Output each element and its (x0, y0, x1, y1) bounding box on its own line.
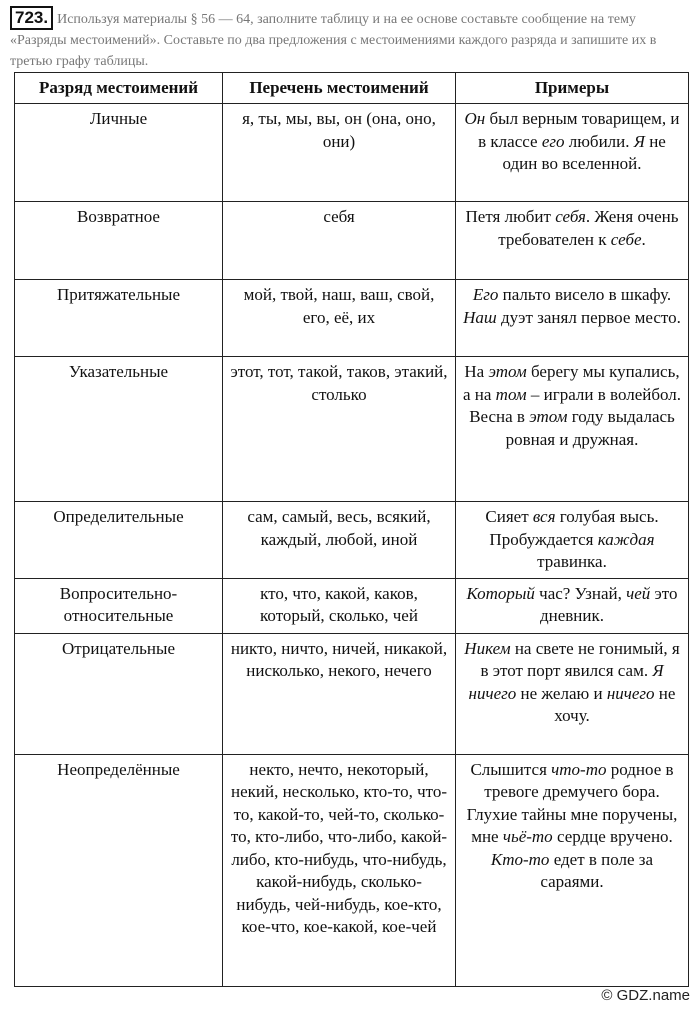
example-pronoun: Никем (464, 638, 511, 658)
example-pronoun: том (495, 384, 527, 404)
list-cell: этот, тот, такой, таков, этакий, столько (223, 357, 456, 502)
category-cell: Возвратное (15, 202, 223, 280)
example-text: голубая высь. Пробуждается (489, 507, 659, 549)
table-row (15, 578, 689, 633)
table-row (15, 104, 689, 202)
example-text: не желаю и (516, 683, 607, 703)
table-row (15, 357, 689, 502)
example-pronoun: каждая (597, 529, 655, 549)
example-text: час? Узнай, (534, 583, 627, 603)
example-cell (456, 754, 689, 986)
example-pronoun: этом (488, 362, 527, 381)
list-cell: мой, твой, наш, ваш, свой, его, её, их (223, 280, 456, 357)
example-cell (456, 280, 689, 357)
list-cell: я, ты, мы, вы, он (она, оно, они) (223, 104, 456, 202)
example-text: . (641, 229, 646, 249)
exercise-text: Используя материалы § 56 — 64, заполните таблицу и на ее основе составьте сообщение на тему «Разряды местоимений». Составьте по два предложения с местоимениями каждого разряда и запишите их в третью графу таблицы. (10, 12, 657, 69)
example-text: берегу мы купались, а на (462, 362, 680, 404)
category-cell: Неопределённые (15, 754, 223, 986)
list-cell: кто, что, какой, каков, который, сколько, чей (223, 578, 456, 633)
example-pronoun: Наш (463, 307, 497, 327)
example-text: Петя любит (465, 207, 556, 226)
example-text: не один во вселенной. (502, 131, 666, 173)
example-text: на свете не гонимый, я в этот порт явился сам. (480, 638, 680, 680)
list-cell: сам, самый, весь, всякий, каждый, любой, иной (223, 502, 456, 579)
category-cell: Указательные (15, 357, 223, 502)
category-cell: Определительные (15, 502, 223, 579)
example-cell (456, 202, 689, 280)
list-cell: никто, ничто, ничей, никакой, нисколько, некого, нечего (223, 633, 456, 754)
category-cell: Личные (15, 104, 223, 202)
example-cell (456, 633, 689, 754)
example-cell (456, 502, 689, 579)
example-cell (456, 357, 689, 502)
example-text: – играли в волейбол. Весна в (469, 384, 682, 426)
example-pronoun: Кто-то (490, 849, 550, 869)
table-header-row (15, 73, 689, 104)
table-row (15, 202, 689, 280)
example-text: любили. (564, 131, 634, 151)
exercise-header (10, 6, 695, 72)
example-pronoun: Я (652, 661, 664, 680)
example-cell (456, 578, 689, 633)
example-pronoun: Который (466, 583, 535, 603)
example-text: не хочу. (554, 683, 676, 725)
table-row (15, 280, 689, 357)
example-cell (456, 104, 689, 202)
example-pronoun: себя (555, 207, 586, 226)
example-pronoun: Он (464, 109, 486, 128)
header-list: Перечень местоимений (223, 73, 456, 104)
example-text: Слышится (470, 759, 552, 779)
header-examples: Примеры (456, 73, 689, 104)
list-cell: себя (223, 202, 456, 280)
example-pronoun: ничего (606, 683, 655, 703)
example-text: . Женя очень требователен к (498, 207, 679, 249)
example-text: году выдалась ровная и дружная. (505, 407, 675, 449)
example-pronoun: Его (472, 285, 499, 304)
table-row (15, 633, 689, 754)
example-pronoun: этом (529, 407, 568, 426)
example-text: это дневник. (539, 583, 678, 625)
header-category: Разряд местоимений (15, 73, 223, 104)
example-pronoun: Я (633, 131, 645, 151)
example-pronoun: себе (610, 229, 642, 249)
example-pronoun: что-то (551, 759, 607, 779)
example-text: Сияет (485, 507, 533, 526)
example-text: На (464, 362, 489, 381)
example-text: родное в тревоге дремучего бора. Глухие тайны мне поручены, мне (466, 759, 678, 846)
category-cell: Вопросительно-относительные (15, 578, 223, 633)
example-text: едет в поле за сараями. (540, 849, 654, 891)
pronoun-table (14, 72, 689, 987)
example-text: сердце вручено. (552, 827, 673, 846)
example-text: травинка. (537, 552, 607, 571)
example-text: пальто висело в шкафу. (498, 285, 672, 304)
example-text: был верным товарищем, и в классе (478, 109, 680, 151)
exercise-number: 723. (10, 6, 53, 30)
table-row (15, 502, 689, 579)
example-pronoun: его (541, 131, 565, 151)
category-cell: Отрицательные (15, 633, 223, 754)
example-pronoun: вся (532, 507, 556, 526)
example-pronoun: ничего (468, 683, 517, 703)
category-cell: Притяжательные (15, 280, 223, 357)
table-row (15, 754, 689, 986)
example-text: дуэт занял первое место. (496, 307, 681, 327)
example-pronoun: чьё-то (502, 827, 553, 846)
watermark: © GDZ.name (601, 987, 690, 1004)
example-pronoun: чей (626, 583, 651, 603)
list-cell: некто, нечто, некоторый, некий, несколько, кто-то, что-то, какой-то, чей-то, сколько-то, кто-либо, что-либо, какой-либо, кто-нибудь, что-нибудь, какой-нибудь, сколько-нибудь, чей-нибудь, кое-кто, кое-что, кое-какой, кое-чей (223, 754, 456, 986)
